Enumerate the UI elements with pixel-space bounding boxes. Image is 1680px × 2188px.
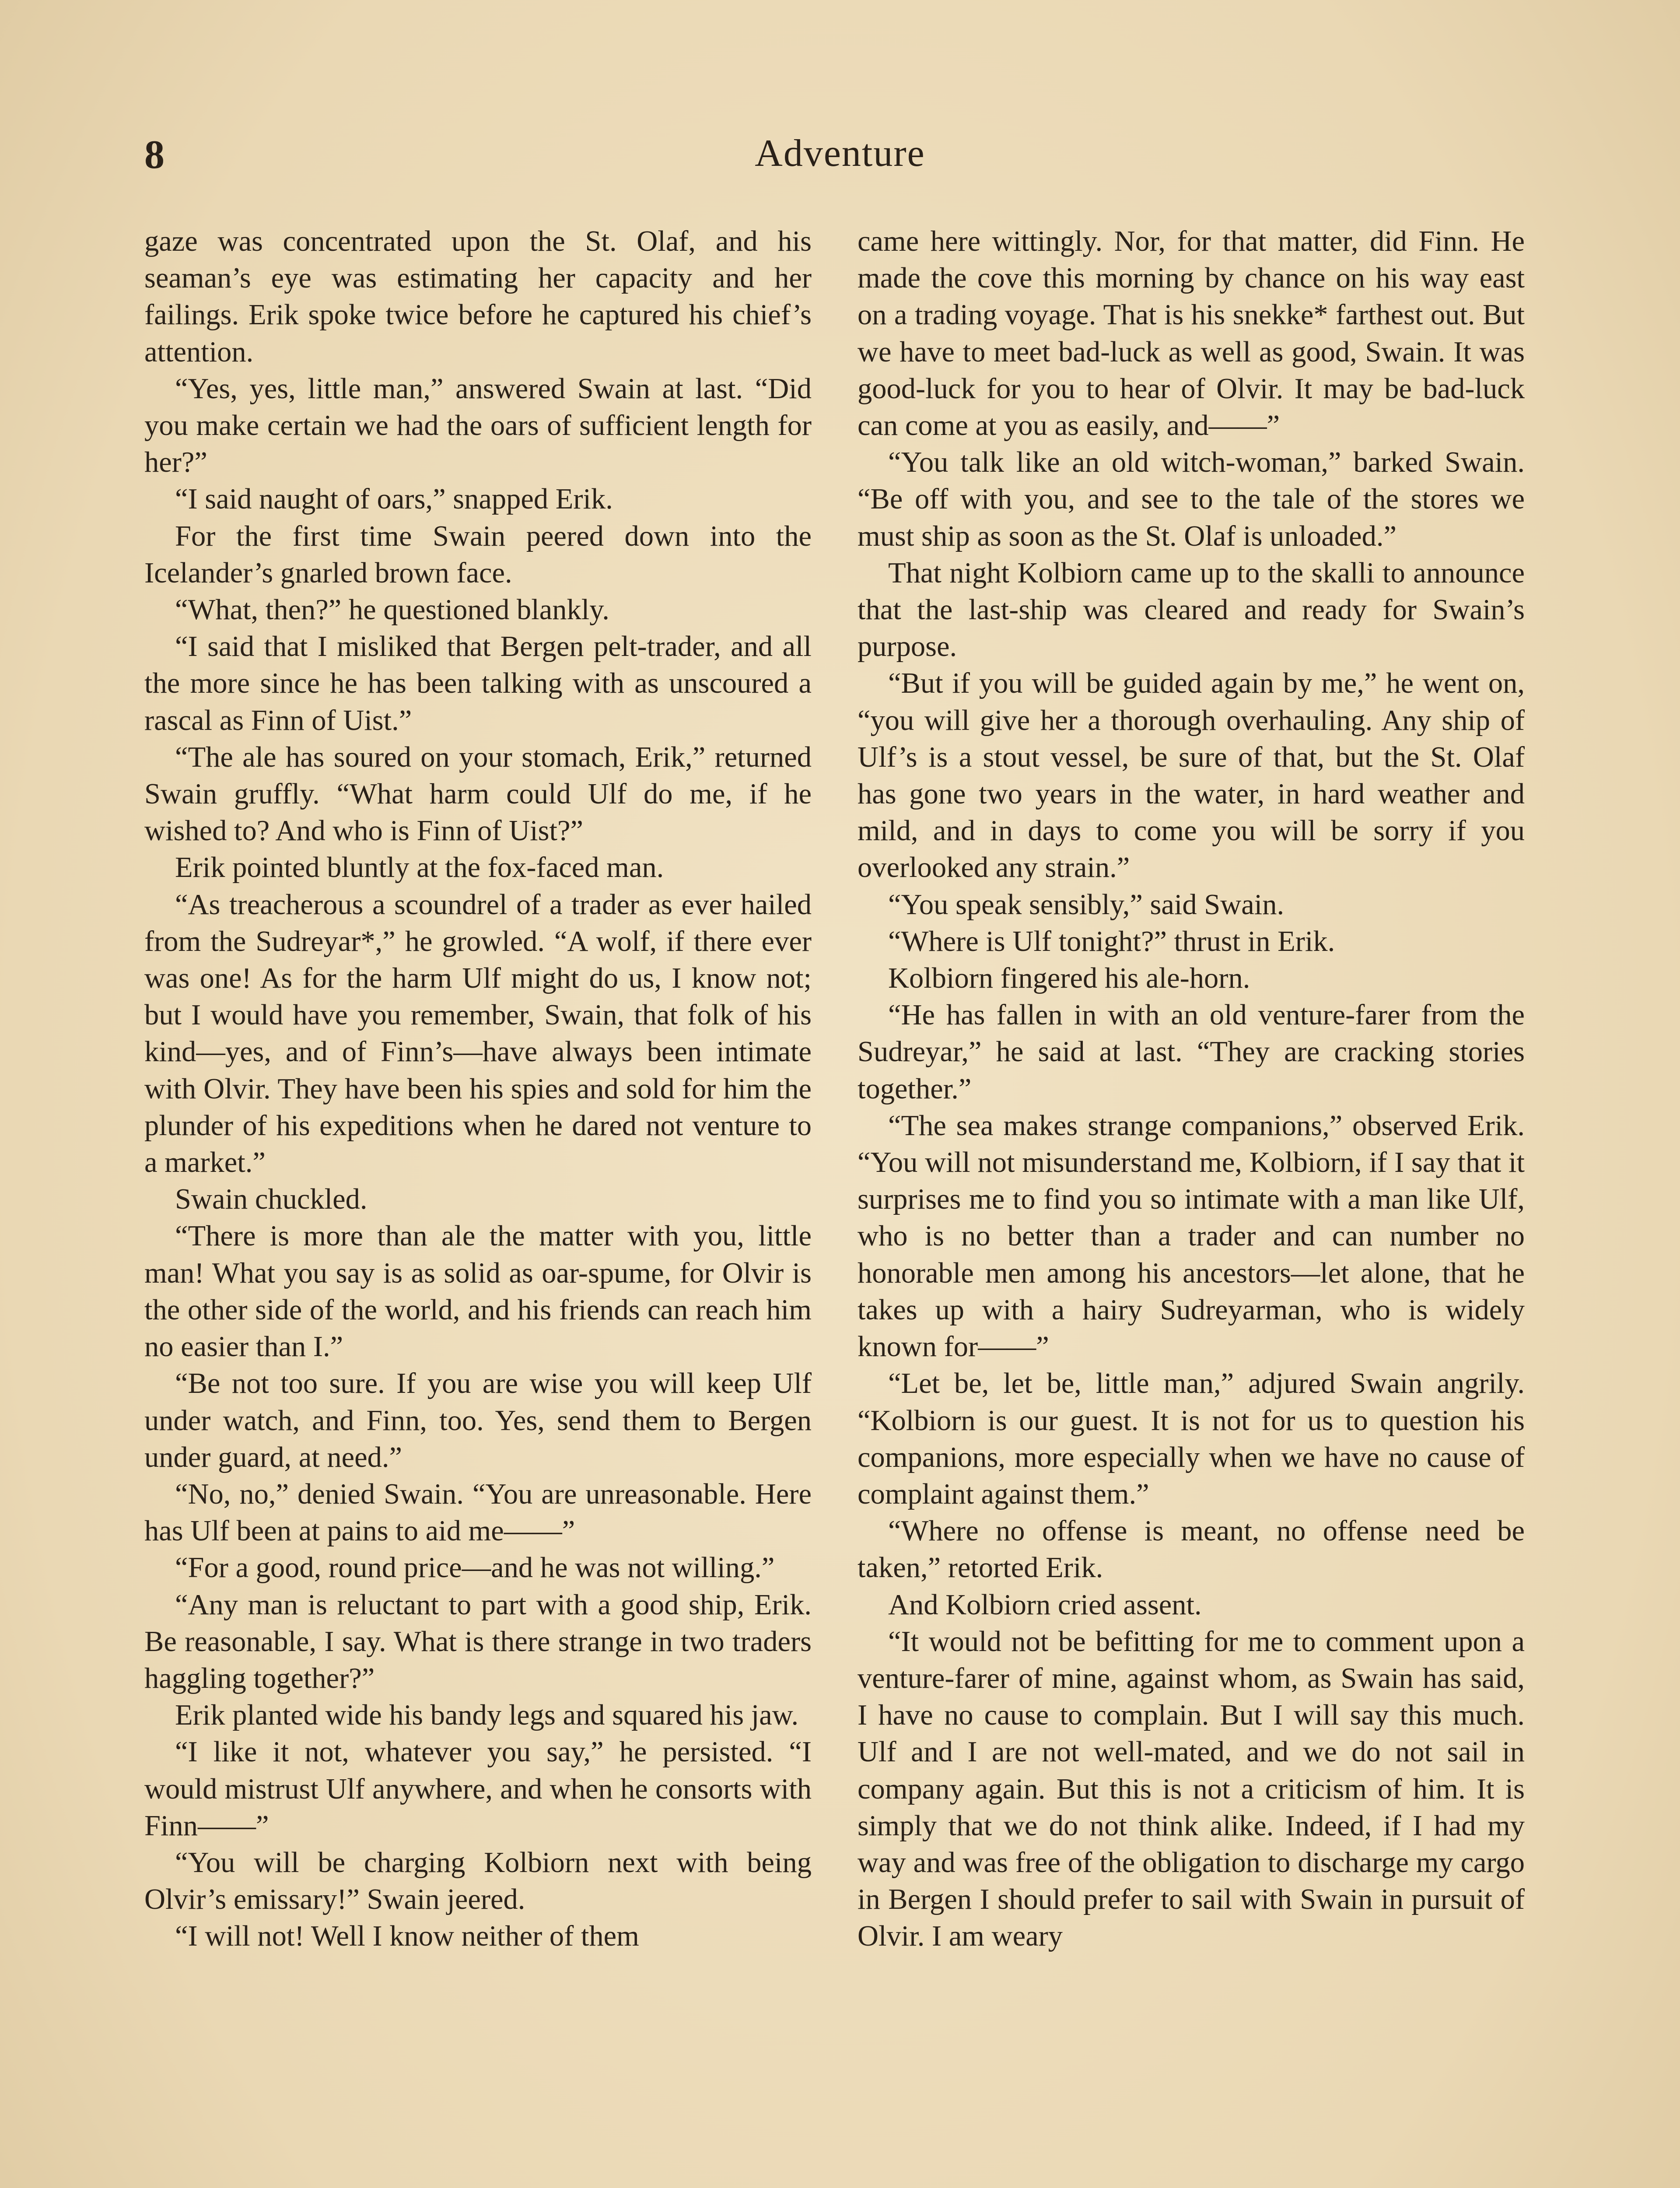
paragraph: came here wittingly. Nor, for that matter, did Finn. He made the cove this morning by chance on his way east on a trading voyage. That is his snekke* farthest out. But we have to meet bad-luck as well as good, Swain. It was good-luck for you to hear of Olvir. It may be bad-luck can come at you as easily, and——” <box>858 225 1525 442</box>
paragraph: gaze was concentrated upon the St. Olaf, and his seaman’s eye was estimating her capacity and her failings. Erik spoke twice before he captured his chief’s attention. <box>144 225 812 368</box>
paragraph: “But if you will be guided again by me,” he went on, “you will give her a thorough overhauling. Any ship of Ulf’s is a stout vessel, be sure of that, but the St. Olaf has gone two years in the water, in hard weather and mild, and in days to come you will be sorry if you overlooked any strain.” <box>858 667 1525 884</box>
paragraph: “I will not! Well I know neither of them <box>175 1920 639 1953</box>
paragraph: “For a good, round price—and he was not willing.” <box>175 1552 775 1584</box>
paragraph: “You talk like an old witch-woman,” barked Swain. “Be off with you, and see to the tale of the stores we must ship as soon as the St. Olaf is unloaded.” <box>858 446 1525 552</box>
left-column <box>144 223 812 2188</box>
paragraph: Erik pointed bluntly at the fox-faced man. <box>175 852 664 884</box>
paragraph: “I said naught of oars,” snapped Erik. <box>175 483 613 515</box>
paragraph: “Any man is reluctant to part with a good ship, Erik. Be reasonable, I say. What is there strange in two traders haggling together?” <box>144 1588 812 1694</box>
paragraph: “I like it not, whatever you say,” he persisted. “I would mistrust Ulf anywhere, and when he consorts with Finn——” <box>144 1736 812 1842</box>
paragraph: “Where is Ulf tonight?” thrust in Erik. <box>888 925 1335 957</box>
right-column <box>858 223 1525 2188</box>
page-number: 8 <box>144 132 164 177</box>
paragraph: “You will be charging Kolbiorn next with being Olvir’s emissary!” Swain jeered. <box>144 1846 812 1916</box>
running-title: Adventure <box>755 132 925 175</box>
paragraph: “Where no offense is meant, no offense need be taken,” retorted Erik. <box>858 1515 1525 1584</box>
paragraph: “Be not too sure. If you are wise you will keep Ulf under watch, and Finn, too. Yes, send them to Bergen under guard, at need.” <box>144 1368 812 1473</box>
paragraph: “I said that I misliked that Bergen pelt-trader, and all the more since he has been talking with as unscoured a rascal as Finn of Uist.” <box>144 631 812 736</box>
paragraph: “There is more than ale the matter with you, little man! What you say is as solid as oar-spume, for Olvir is the other side of the world, and his friends can reach him no easier than I.” <box>144 1220 812 1363</box>
paragraph: “Let be, let be, little man,” adjured Swain angrily. “Kolbiorn is our guest. It is not for us to question his companions, more especially when we have no cause of complaint against them.” <box>858 1368 1525 1510</box>
paragraph: “The sea makes strange companions,” observed Erik. “You will not misunderstand me, Kolbiorn, if I say that it surprises me to find you so intimate with a man like Ulf, who is no better than a trader and can number no honorable men among his ancestors—let alone, that he takes up with a hairy Sudreyarman, who is widely known for——” <box>858 1109 1525 1363</box>
paragraph: “No, no,” denied Swain. “You are unreasonable. Here has Ulf been at pains to aid me——” <box>144 1478 812 1547</box>
paragraph: “As treacherous a scoundrel of a trader as ever hailed from the Sudreyar*,” he growled. “A wolf, if there ever was one! As for the harm Ulf might do us, I know not; but I would have you remember, Swain, that folk of his kind—yes, and of Finn’s—have always been intimate with Olvir. They have been his spies and sold for him the plunder of his expeditions when he dared not venture to a market.” <box>144 888 812 1179</box>
paragraph: “Yes, yes, little man,” answered Swain at last. “Did you make certain we had the oars of sufficient length for her?” <box>144 372 812 479</box>
paragraph: And Kolbiorn cried assent. <box>888 1588 1202 1621</box>
paragraph: “The ale has soured on your stomach, Erik,” returned Swain gruffly. “What harm could Ulf do me, if he wished to? And who is Finn of Uist?” <box>144 741 812 847</box>
paragraph: Erik planted wide his bandy legs and squared his jaw. <box>175 1699 799 1732</box>
paragraph: “You speak sensibly,” said Swain. <box>888 888 1284 921</box>
paragraph: Swain chuckled. <box>175 1183 368 1216</box>
paragraph: That night Kolbiorn came up to the skalli to announce that the last-ship was cleared and ready for Swain’s purpose. <box>858 557 1525 663</box>
paragraph: For the first time Swain peered down into the Icelander’s gnarled brown face. <box>144 520 812 589</box>
page-header <box>144 131 1536 179</box>
paragraph: “He has fallen in with an old venture-farer from the Sudreyar,” he said at last. “They are cracking stories together.” <box>858 999 1525 1105</box>
paragraph: “It would not be befitting for me to comment upon a venture-farer of mine, against whom, as Swain has said, I have no cause to complain. But I will say this much. Ulf and I are not well-mated, and we do not sail in company again. But this is not a criticism of him. It is simply that we do not think alike. Indeed, if I had my way and was free of the obligation to discharge my cargo in Bergen I should prefer to sail with Swain in pursuit of Olvir. I am weary <box>858 1625 1525 1953</box>
paragraph: “What, then?” he questioned blankly. <box>175 594 609 626</box>
paragraph: Kolbiorn fingered his ale-horn. <box>888 962 1250 995</box>
